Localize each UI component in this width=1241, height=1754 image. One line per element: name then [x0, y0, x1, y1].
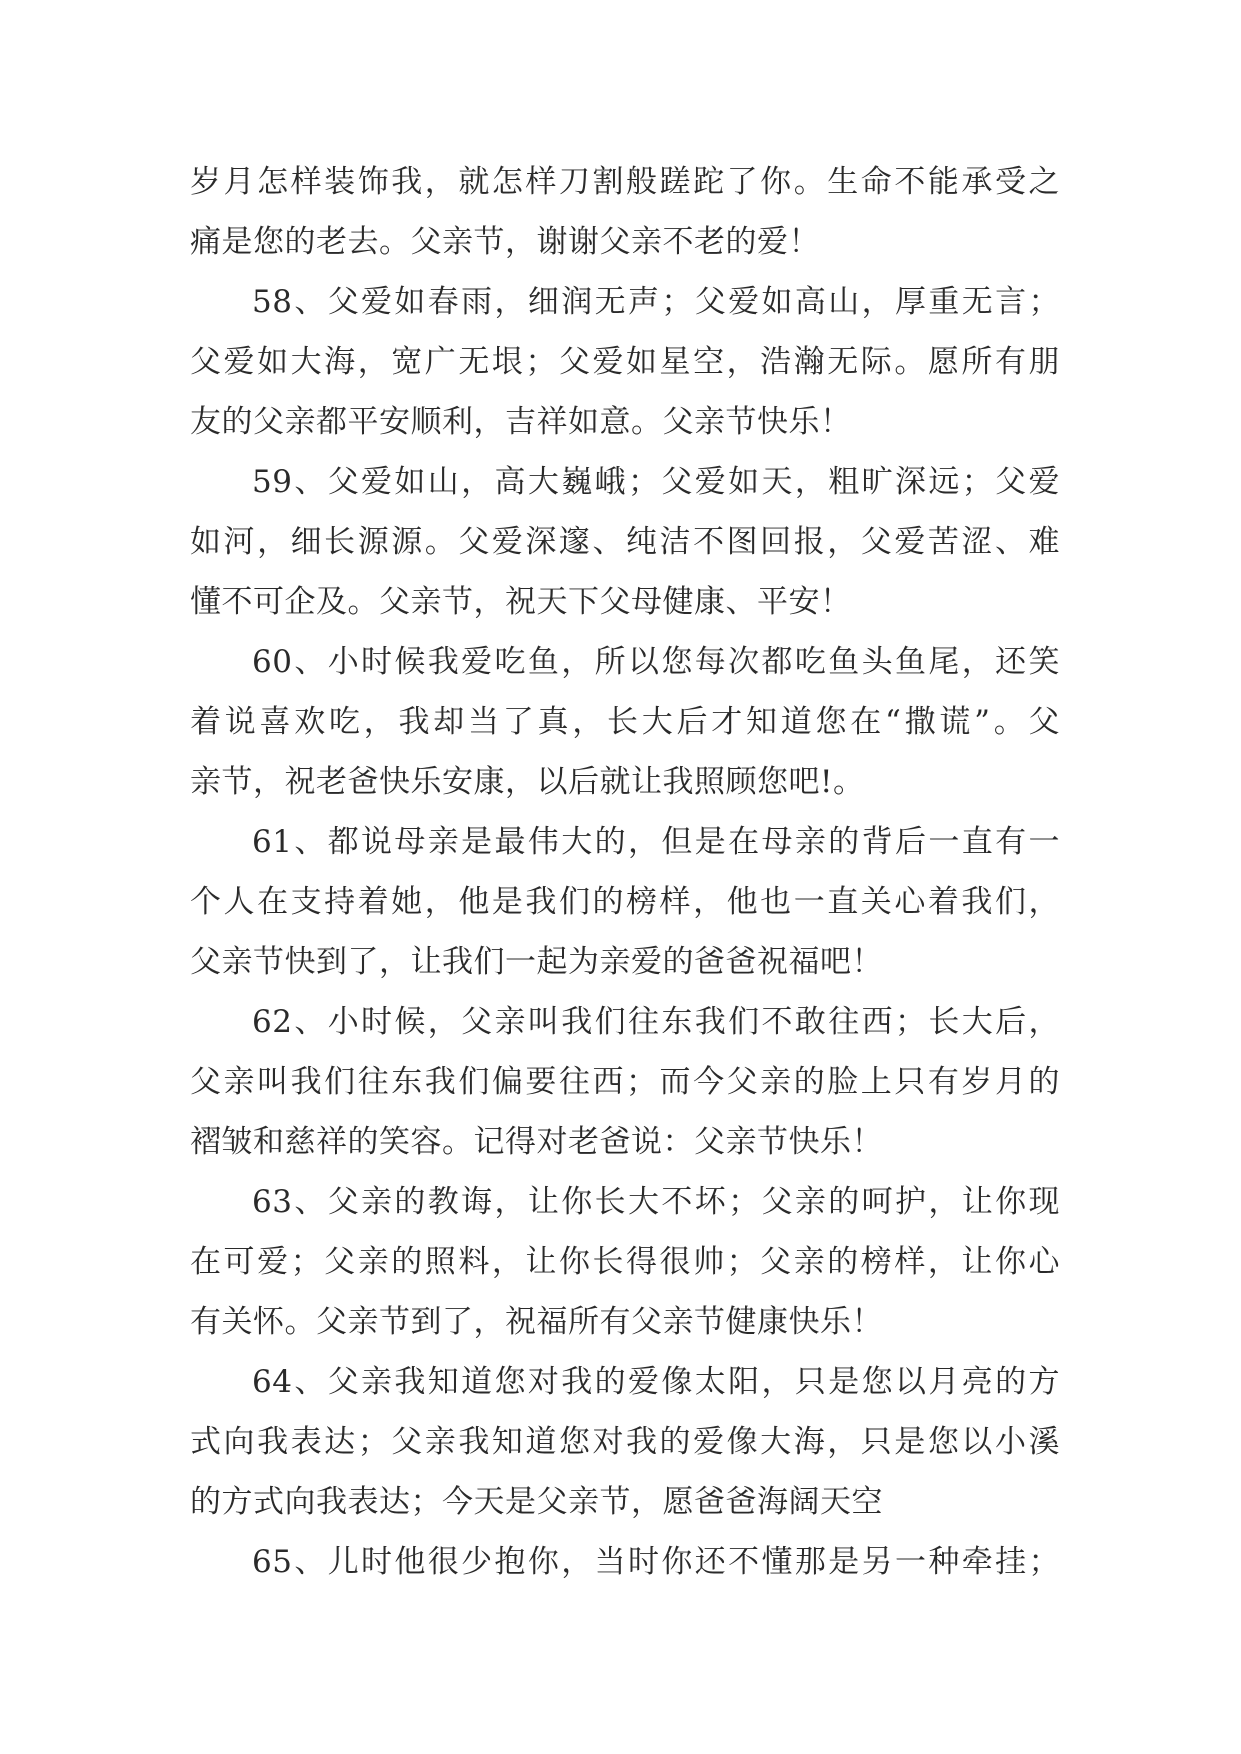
text-line: 褶皱和慈祥的笑容。记得对老爸说：父亲节快乐！ [190, 1124, 883, 1160]
text-line: 懂不可企及。父亲节，祝天下父母健康、平安！ [190, 584, 852, 620]
paragraph-63-line: 63、父亲的教诲，让你长大不坏；父亲的呵护，让你现 [252, 1184, 1060, 1220]
text-line: 式向我表达；父亲我知道您对我的爱像大海，只是您以小溪 [190, 1424, 1060, 1460]
text-line: 父爱如大海，宽广无垠；父爱如星空，浩瀚无际。愿所有朋 [190, 344, 1060, 380]
text-line: 岁月怎样装饰我，就怎样刀割般蹉跎了你。生命不能承受之 [190, 164, 1060, 200]
paragraph-60-line: 60、小时候我爱吃鱼，所以您每次都吃鱼头鱼尾，还笑 [252, 644, 1060, 680]
text-line: 着说喜欢吃，我却当了真，长大后才知道您在“撒谎”。父 [190, 704, 1060, 740]
text-line: 的方式向我表达；今天是父亲节，愿爸爸海阔天空 [190, 1484, 883, 1520]
paragraph-61-line: 61、都说母亲是最伟大的，但是在母亲的背后一直有一 [252, 824, 1060, 860]
text-line: 有关怀。父亲节到了，祝福所有父亲节健康快乐！ [190, 1304, 883, 1340]
paragraph-64-line: 64、父亲我知道您对我的爱像太阳，只是您以月亮的方 [252, 1364, 1060, 1400]
paragraph-59-line: 59、父爱如山，高大巍峨；父爱如天，粗旷深远；父爱 [252, 464, 1060, 500]
text-line: 个人在支持着她，他是我们的榜样，他也一直关心着我们， [190, 884, 1060, 920]
paragraph-58-line: 58、父爱如春雨，细润无声；父爱如高山，厚重无言； [252, 284, 1060, 320]
paragraph-62-line: 62、小时候，父亲叫我们往东我们不敢往西；长大后， [252, 1004, 1060, 1040]
text-line: 痛是您的老去。父亲节，谢谢父亲不老的爱！ [190, 224, 820, 260]
text-line: 如河，细长源源。父爱深邃、纯洁不图回报，父爱苦涩、难 [190, 524, 1060, 560]
text-line: 在可爱；父亲的照料，让你长得很帅；父亲的榜样，让你心 [190, 1244, 1060, 1280]
text-line: 父亲节快到了，让我们一起为亲爱的爸爸祝福吧！ [190, 944, 883, 980]
text-line: 友的父亲都平安顺利，吉祥如意。父亲节快乐！ [190, 404, 852, 440]
paragraph-65-line: 65、儿时他很少抱你，当时你还不懂那是另一种牵挂； [252, 1544, 1060, 1580]
text-line: 父亲叫我们往东我们偏要往西；而今父亲的脸上只有岁月的 [190, 1064, 1060, 1100]
text-line: 亲节，祝老爸快乐安康，以后就让我照顾您吧!。 [190, 764, 865, 800]
